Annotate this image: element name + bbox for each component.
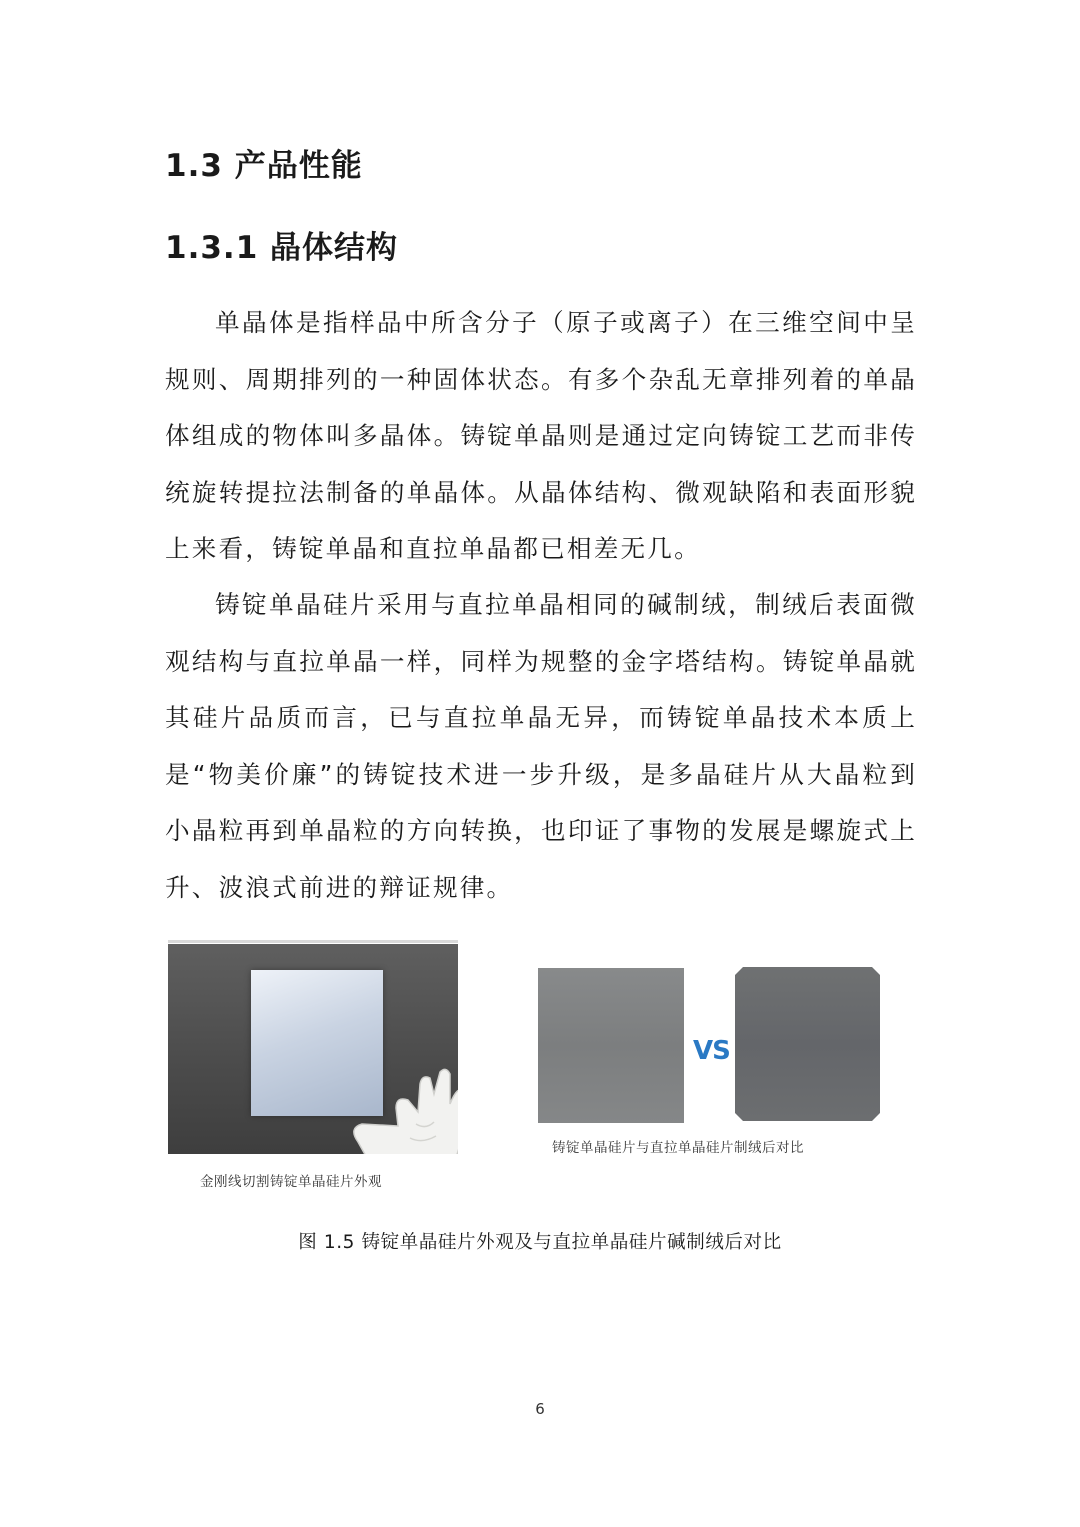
section-heading: 1.3 产品性能 — [165, 148, 363, 184]
wafer-appearance-photo — [168, 944, 458, 1154]
paragraph-1: 单晶体是指样品中所含分子（原子或离子）在三维空间中呈规则、周期排列的一种固体状态。有多个杂乱无章排列着的单晶体组成的物体叫多晶体。铸锭单晶则是通过定向铸锭工艺而非传统旋转提拉法制备的单晶体。从晶体结构、微观缺陷和表面形貌上来看，铸锭单晶和直拉单晶都已相差无几。 — [165, 308, 917, 564]
cz-mono-wafer-texture-image — [735, 967, 880, 1121]
page-number: 6 — [535, 1400, 545, 1418]
glove-hand-image — [318, 1064, 458, 1154]
left-image-caption: 金刚线切割铸锭单晶硅片外观 — [200, 1174, 382, 1190]
figure-caption: 图 1.5 铸锭单晶硅片外观及与直拉单晶硅片碱制绒后对比 — [298, 1232, 782, 1253]
paragraph-2: 铸锭单晶硅片采用与直拉单晶相同的碱制绒，制绒后表面微观结构与直拉单晶一样，同样为规整的金字塔结构。铸锭单晶就其硅片品质而言，已与直拉单晶无异，而铸锭单晶技术本质上是“物美价廉”的铸锭技术进一步升级，是多晶硅片从大晶粒到小晶粒再到单晶粒的方向转换，也印证了事物的发展是螺旋式上升、波浪式前进的辩证规律。 — [165, 590, 917, 902]
photo-top-edge — [168, 940, 458, 943]
subsection-heading: 1.3.1 晶体结构 — [165, 230, 399, 266]
cast-mono-wafer-texture-image — [538, 968, 684, 1123]
vs-label: VS — [693, 1036, 730, 1066]
right-image-caption: 铸锭单晶硅片与直拉单晶硅片制绒后对比 — [552, 1140, 804, 1156]
